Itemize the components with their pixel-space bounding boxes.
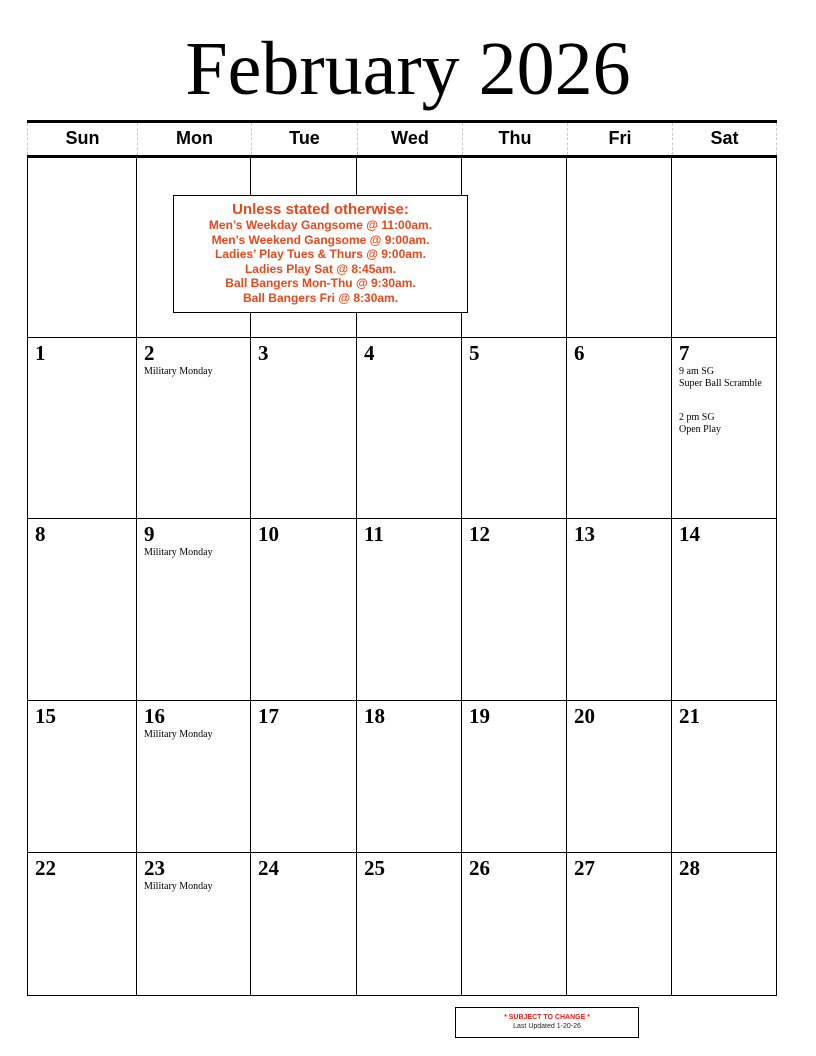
day-event-note: [144, 881, 213, 893]
week-row: [27, 853, 777, 996]
weekday-mon: Mon: [137, 123, 251, 155]
day-cell: [137, 519, 251, 701]
subject-to-change: * SUBJECT TO CHANGE *: [504, 1014, 590, 1021]
day-cell: [357, 519, 462, 701]
event-line: Open Play: [679, 424, 721, 435]
day-number: 23: [144, 856, 165, 880]
event-line: Military Monday: [144, 729, 213, 740]
day-cell: [672, 338, 777, 519]
week-row: [27, 338, 777, 519]
day-number: 7: [679, 341, 690, 365]
day-cell: [462, 338, 567, 519]
info-line: Ball Bangers Fri @ 8:30am.: [242, 290, 399, 305]
day-cell: [672, 853, 777, 996]
day-number: 12: [469, 522, 490, 546]
day-cell: [137, 701, 251, 853]
weekday-sun: Sun: [27, 123, 137, 155]
event-line: Military Monday: [144, 547, 213, 558]
day-cell: [357, 853, 462, 996]
day-cell: [567, 158, 672, 338]
day-number: 1: [35, 341, 46, 365]
day-cell: [567, 519, 672, 701]
day-number: 16: [144, 704, 165, 728]
day-number: 17: [258, 704, 279, 728]
weekday-wed: Wed: [357, 123, 462, 155]
day-cell: [251, 338, 357, 519]
day-cell: [27, 338, 137, 519]
event-line: Super Ball Scramble: [679, 378, 762, 389]
week-row: [27, 519, 777, 701]
day-cell: [137, 853, 251, 996]
footer-notice: [455, 1007, 639, 1038]
day-number: 22: [35, 856, 56, 880]
day-cell: [251, 853, 357, 996]
event-line: Military Monday: [144, 366, 213, 377]
day-event-note: [144, 547, 213, 559]
day-cell: [27, 853, 137, 996]
day-number: 21: [679, 704, 700, 728]
info-line: Men’s Weekday Gangsome @ 11:00am.: [208, 218, 433, 232]
day-number: 20: [574, 704, 595, 728]
day-cell: [672, 158, 777, 338]
day-number: 5: [469, 341, 480, 365]
day-event-note: [144, 366, 213, 378]
day-number: 13: [574, 522, 595, 546]
day-number: 11: [364, 522, 384, 546]
weekday-thu: Thu: [462, 123, 567, 155]
day-number: 3: [258, 341, 269, 365]
day-number: 26: [469, 856, 490, 880]
event-line: Military Monday: [144, 881, 213, 892]
weekday-fri: Fri: [567, 123, 672, 155]
day-event-note: [679, 412, 721, 436]
page-title: February 2026: [185, 27, 631, 111]
weekday-sat: Sat: [672, 123, 777, 155]
day-cell: [251, 701, 357, 853]
weekday-tue: Tue: [251, 123, 357, 155]
day-cell: [462, 853, 567, 996]
day-cell: [137, 338, 251, 519]
event-line: 9 am SG: [679, 366, 714, 377]
day-number: 19: [469, 704, 490, 728]
info-line: Ladies Play Sat @ 8:45am.: [244, 261, 397, 276]
day-cell: [672, 519, 777, 701]
day-number: 28: [679, 856, 700, 880]
day-cell: [462, 519, 567, 701]
day-number: 24: [258, 856, 279, 880]
day-cell: [462, 701, 567, 853]
event-line: 2 pm SG: [679, 412, 715, 423]
info-line: Ball Bangers Mon-Thu @ 9:30am.: [225, 276, 416, 291]
day-cell: [567, 338, 672, 519]
day-cell: [27, 701, 137, 853]
day-cell: [672, 701, 777, 853]
info-line: Men’s Weekend Gangsome @ 9:00am.: [211, 232, 430, 247]
day-cell: [567, 853, 672, 996]
day-event-note: [679, 366, 762, 390]
day-number: 14: [679, 522, 700, 546]
last-updated: Last Updated 1-20-26: [513, 1023, 581, 1030]
day-cell: [567, 701, 672, 853]
day-number: 4: [364, 341, 375, 365]
week-row: [27, 701, 777, 853]
day-cell: [251, 519, 357, 701]
day-number: 6: [574, 341, 585, 365]
day-cell: [27, 519, 137, 701]
day-cell: [357, 701, 462, 853]
day-cell: [27, 158, 137, 338]
day-number: 10: [258, 522, 279, 546]
info-line: Ladies’ Play Tues & Thurs @ 9:00am.: [215, 247, 426, 262]
day-number: 2: [144, 341, 155, 365]
info-heading: Unless stated otherwise:: [232, 201, 409, 218]
schedule-info-box: [173, 195, 468, 313]
day-number: 18: [364, 704, 385, 728]
day-cell: [462, 158, 567, 338]
day-number: 27: [574, 856, 595, 880]
day-number: 15: [35, 704, 56, 728]
day-number: 8: [35, 522, 46, 546]
day-number: 9: [144, 522, 155, 546]
day-event-note: [144, 729, 213, 741]
weekday-header: [27, 123, 777, 155]
day-number: 25: [364, 856, 385, 880]
day-cell: [357, 338, 462, 519]
